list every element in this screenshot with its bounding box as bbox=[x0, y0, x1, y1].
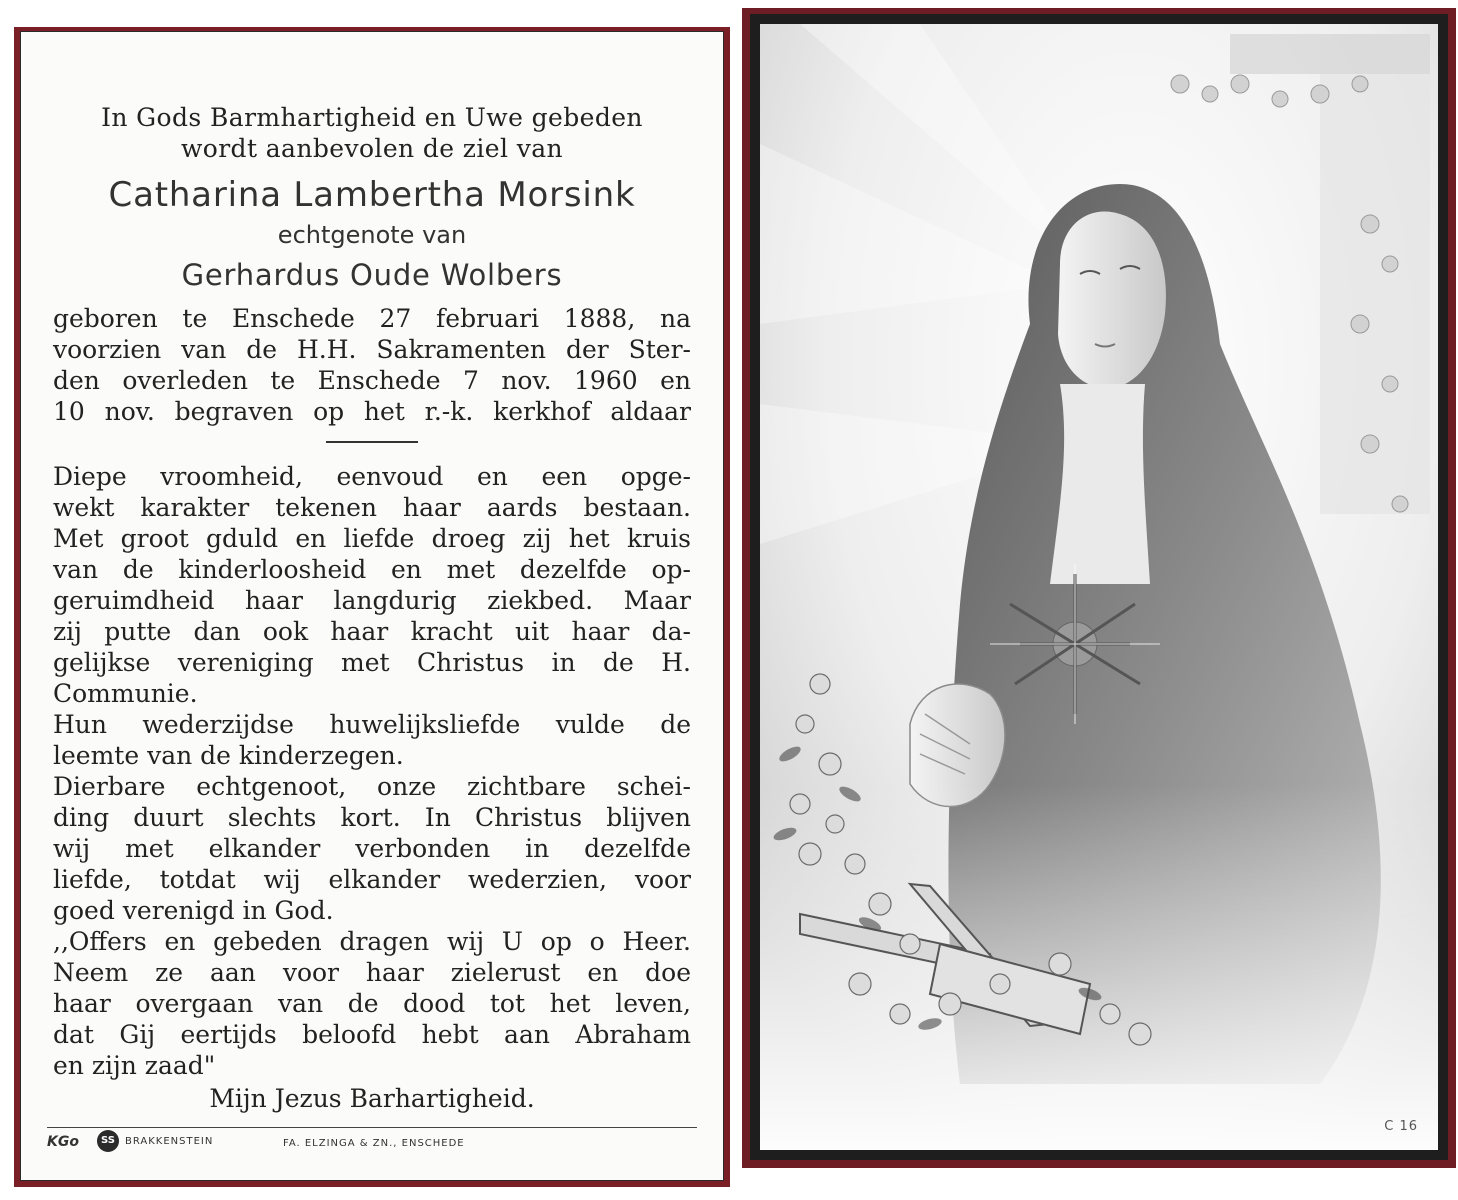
memorial-line: goed verenigd in God. bbox=[53, 896, 334, 925]
madonna-illustration bbox=[760, 24, 1438, 1150]
memorial-line: Diepe vroomheid, eenvoud en een opge- bbox=[53, 462, 691, 491]
arch-top bbox=[1230, 34, 1430, 74]
bio-line: voorzien van de H.H. Sakramenten der Ster- bbox=[53, 335, 691, 364]
printer-logo-mark: KGo bbox=[47, 1134, 79, 1150]
printer-name: FA. ELZINGA & ZN., ENSCHEDE bbox=[283, 1138, 465, 1149]
memorial-line: haar overgaan van de dood tot het leven, bbox=[53, 989, 691, 1018]
memorial-line: dat Gij eertijds beloofd hebt aan Abraham bbox=[53, 1020, 691, 1049]
spouse-of-label: echtgenote van bbox=[277, 221, 467, 249]
divider-line bbox=[326, 441, 418, 443]
printer-footer bbox=[47, 1127, 697, 1162]
memorial-line: wij met elkander verbonden in dezelfde bbox=[53, 834, 691, 863]
memorial-line: ,,Offers en gebeden dragen wij U op o Heer. bbox=[53, 927, 691, 956]
publisher-name: BRAKKENSTEIN bbox=[125, 1136, 214, 1147]
memorial-line: Hun wederzijdse huwelijksliefde vulde de bbox=[53, 710, 691, 739]
picture-frame bbox=[750, 14, 1448, 1160]
memorial-line: gelijkse vereniging met Christus in de H. bbox=[53, 648, 691, 677]
closing-prayer: Mijn Jezus Barhartigheid. bbox=[209, 1084, 535, 1113]
devotional-picture-card bbox=[742, 8, 1456, 1168]
bodice bbox=[1050, 384, 1150, 584]
memorial-line: Met groot gduld en liefde droeg zij het kruis bbox=[53, 524, 691, 553]
deceased-name: Catharina Lambertha Morsink bbox=[108, 175, 636, 215]
memorial-line: van de kinderloosheid en met dezelfde op- bbox=[53, 555, 691, 584]
bio-line: geboren te Enschede 27 februari 1888, na bbox=[53, 304, 691, 333]
memorial-line: en zijn zaad" bbox=[53, 1051, 216, 1080]
intro-line-1: In Gods Barmhartigheid en Uwe gebeden bbox=[101, 103, 643, 132]
seal-icon: SS bbox=[97, 1130, 119, 1152]
memorial-text bbox=[53, 102, 691, 1114]
bio-line: den overleden te Enschede 7 nov. 1960 en bbox=[53, 366, 691, 395]
intro-line-2: wordt aanbevolen de ziel van bbox=[180, 134, 564, 163]
memorial-line: liefde, totdat wij elkander wederzien, voor bbox=[53, 865, 691, 894]
memorial-text-panel bbox=[20, 31, 724, 1181]
memorial-line: Communie. bbox=[53, 679, 198, 708]
mist bbox=[760, 784, 1438, 1150]
memorial-text-card bbox=[14, 27, 730, 1187]
card-code-label: C 16 bbox=[1384, 1119, 1418, 1134]
memorial-line: wekt karakter tekenen haar aards bestaan. bbox=[53, 493, 691, 522]
memorial-line: ding duurt slechts kort. In Christus blijven bbox=[53, 803, 691, 832]
memorial-line: zij putte dan ook haar kracht uit haar da- bbox=[53, 617, 691, 646]
bio-paragraph bbox=[53, 303, 691, 427]
memorial-paragraph bbox=[53, 461, 691, 1081]
memorial-line: Dierbare echtgenoot, onze zichtbare schei- bbox=[53, 772, 691, 801]
memorial-line: geruimdheid haar langdurig ziekbed. Maar bbox=[53, 586, 691, 615]
bio-line: 10 nov. begraven op het r.-k. kerkhof aldaar bbox=[53, 397, 691, 426]
spouse-name: Gerhardus Oude Wolbers bbox=[181, 258, 563, 292]
memorial-line: Neem ze aan voor haar zielerust en doe bbox=[53, 958, 691, 987]
memorial-line: leemte van de kinderzegen. bbox=[53, 741, 404, 770]
